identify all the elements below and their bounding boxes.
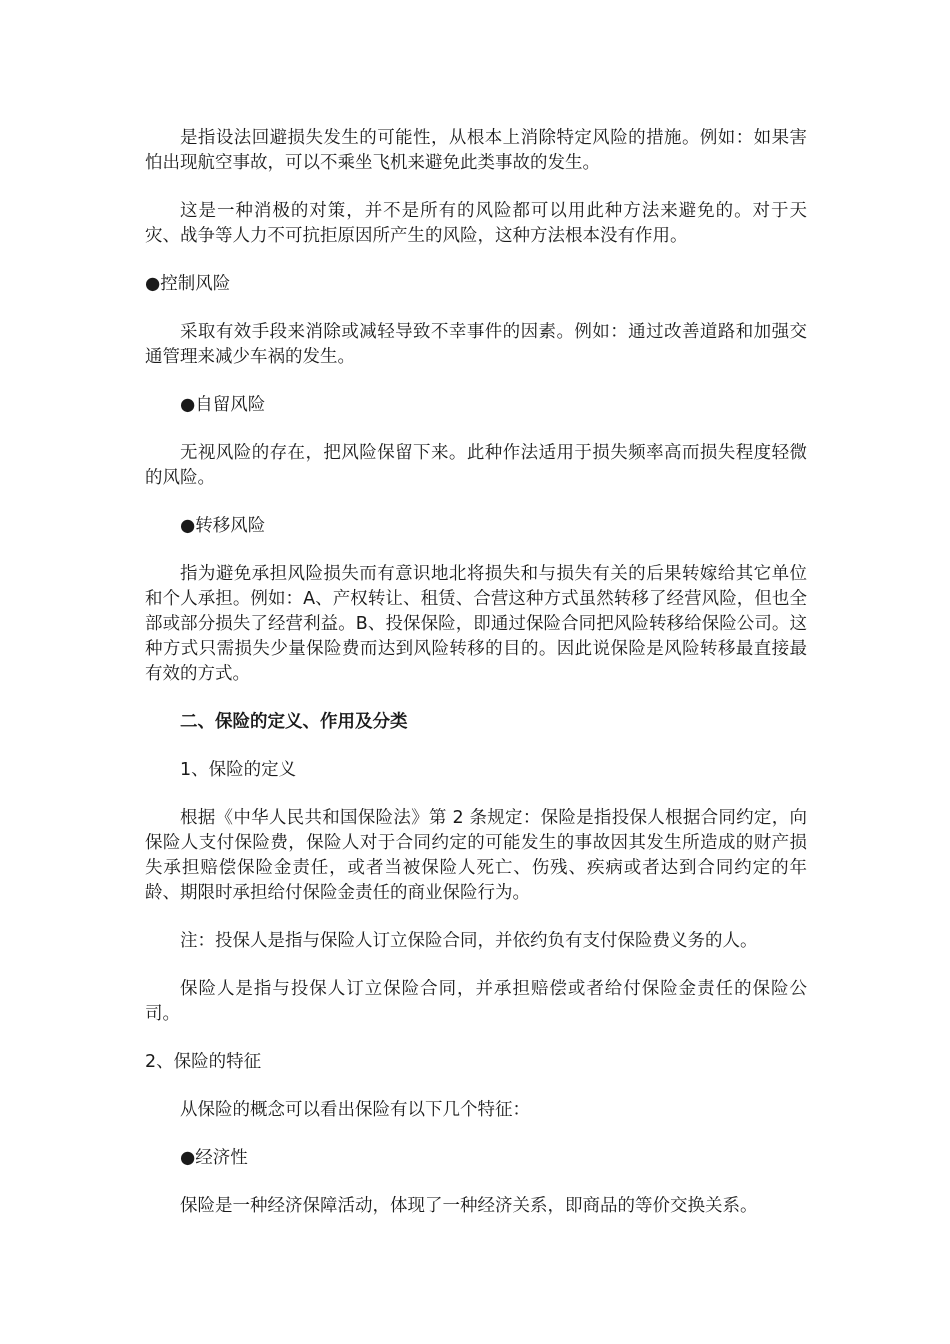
paragraph-features-intro: 从保险的概念可以看出保险有以下几个特征： [180,1100,530,1120]
paragraph-retain-risk: 无视风险的存在，把风险保留下来。此种作法适用于损失频率高而损失程度轻微的风险。 [145,443,807,488]
subheading-insurance-features: 2、保险的特征 [145,1052,262,1072]
section-heading-insurance: 二、保险的定义、作用及分类 [180,712,408,732]
bullet-retain-risk: ●自留风险 [180,395,266,415]
paragraph-control-risk: 采取有效手段来消除或减轻导致不幸事件的因素。例如：通过改善道路和加强交通管理来减少车祸的发生。 [145,322,807,367]
subheading-insurance-definition: 1、保险的定义 [180,760,297,780]
paragraph-insurer: 保险人是指与投保人订立保险合同，并承担赔偿或者给付保险金责任的保险公司。 [145,979,807,1024]
paragraph-avoid-risk-definition: 是指设法回避损失发生的可能性，从根本上消除特定风险的措施。例如：如果害怕出现航空事故，可以不乘坐飞机来避免此类事故的发生。 [145,128,807,173]
document-page [145,126,807,1219]
paragraph-avoid-risk-note: 这是一种消极的对策，并不是所有的风险都可以用此种方法来避免的。对于天灾、战争等人力不可抗拒原因所产生的风险，这种方法根本没有作用。 [145,201,807,246]
paragraph-transfer-risk: 指为避免承担风险损失而有意识地北将损失和与损失有关的后果转嫁给其它单位和个人承担。例如：A、产权转让、租赁、合营这种方式虽然转移了经营风险，但也全部或部分损失了经营利益。B、投保保险，即通过保险合同把风险转移给保险公司。这种方式只需损失少量保险费而达到风险转移的目的。因此说保险是风险转移最直接最有效的方式。 [145,564,807,684]
paragraph-note-policyholder: 注：投保人是指与保险人订立保险合同，并依约负有支付保险费义务的人。 [180,931,758,951]
bullet-economic: ●经济性 [180,1148,248,1168]
bullet-transfer-risk: ●转移风险 [180,516,266,536]
bullet-control-risk: ●控制风险 [145,274,231,294]
paragraph-insurance-law: 根据《中华人民共和国保险法》第 2 条规定：保险是指投保人根据合同约定，向保险人支付保险费，保险人对于合同约定的可能发生的事故因其发生所造成的财产损失承担赔偿保险金责任，或者当被保险人死亡、伤残、疾病或者达到合同约定的年龄、期限时承担给付保险金责任的商业保险行为。 [145,808,807,903]
paragraph-economic: 保险是一种经济保障活动，体现了一种经济关系，即商品的等价交换关系。 [180,1196,758,1216]
